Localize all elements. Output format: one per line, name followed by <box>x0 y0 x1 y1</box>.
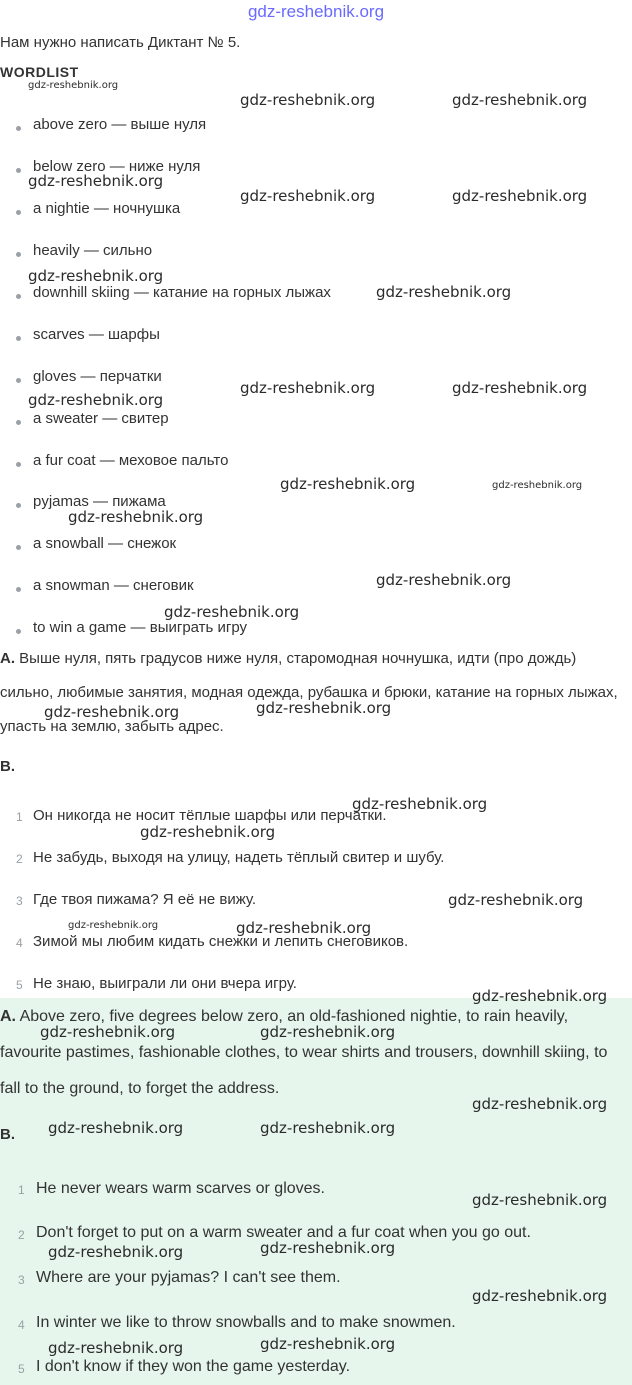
bullet-icon <box>16 420 21 425</box>
watermark: gdz-reshebnik.org <box>240 379 376 397</box>
sentence-number: 2 <box>18 1228 25 1242</box>
task-a <box>0 642 628 744</box>
task-b-sentence: Зимой мы любим кидать снежки и лепить снеговиков. <box>33 933 409 950</box>
answer-b-label: B. <box>0 1126 15 1143</box>
answer-b-sentence: Where are your pyjamas? I can't see them. <box>36 1269 341 1286</box>
task-b-label: B. <box>0 758 15 775</box>
watermark: gdz-reshebnik.org <box>40 1023 176 1041</box>
wordlist-item: above zero — выше нуля <box>33 116 207 133</box>
bullet-icon <box>16 168 21 173</box>
watermark: gdz-reshebnik.org <box>48 1243 184 1261</box>
bullet-icon <box>16 503 21 508</box>
watermark: gdz-reshebnik.org <box>236 919 372 937</box>
sentence-number: 1 <box>16 810 23 824</box>
bullet-icon <box>16 252 21 257</box>
site-header[interactable]: gdz-reshebnik.org <box>247 2 385 21</box>
watermark: gdz-reshebnik.org <box>260 1023 396 1041</box>
watermark: gdz-reshebnik.org <box>452 379 588 397</box>
watermark: gdz-reshebnik.org <box>492 480 583 491</box>
wordlist-item: gloves — перчатки <box>33 368 162 385</box>
watermark: gdz-reshebnik.org <box>28 267 164 285</box>
wordlist-item: scarves — шарфы <box>33 326 160 343</box>
bullet-icon <box>16 126 21 131</box>
wordlist-item: a snowman — снеговик <box>33 577 194 594</box>
task-a-text: Выше нуля, пять градусов ниже нуля, старомодная ночнушка, идти (про дождь) сильно, любимые занятия, модная одежда, рубашка и брюки, катание на горных лыжах, упасть на землю, забыть адрес. <box>0 650 618 735</box>
wordlist-item: downhill skiing — катание на горных лыжах <box>33 284 331 301</box>
watermark: gdz-reshebnik.org <box>260 1335 396 1353</box>
watermark: gdz-reshebnik.org <box>448 891 584 909</box>
task-b-sentence: Не забудь, выходя на улицу, надеть тёплый свитер и шубу. <box>33 849 445 866</box>
bullet-icon <box>16 629 21 634</box>
sentence-number: 5 <box>16 978 23 992</box>
watermark: gdz-reshebnik.org <box>256 699 392 717</box>
task-b-sentence: Он никогда не носит тёплые шарфы или перчатки. <box>33 807 387 824</box>
answer-a-text: Above zero, five degrees below zero, an old-fashioned nightie, to rain heavily, favourite pastimes, fashionable clothes, to wear shirts and trousers, downhill skiing, to fall to the ground, to forget the address. <box>0 1008 608 1097</box>
bullet-icon <box>16 378 21 383</box>
watermark: gdz-reshebnik.org <box>28 391 164 409</box>
watermark: gdz-reshebnik.org <box>452 187 588 205</box>
bullet-icon <box>16 462 21 467</box>
wordlist-item: a fur coat — меховое пальто <box>33 452 229 469</box>
sentence-number: 4 <box>18 1318 25 1332</box>
answer-b-sentence: In winter we like to throw snowballs and to make snowmen. <box>36 1314 456 1331</box>
wordlist-item: to win a game — выиграть игру <box>33 619 248 636</box>
sentence-number: 4 <box>16 936 23 950</box>
bullet-icon <box>16 210 21 215</box>
watermark: gdz-reshebnik.org <box>68 920 159 931</box>
wordlist-item: a nightie — ночнушка <box>33 200 181 217</box>
watermark: gdz-reshebnik.org <box>376 571 512 589</box>
wordlist-item: a snowball — снежок <box>33 535 177 552</box>
sentence-number: 3 <box>16 894 23 908</box>
bullet-icon <box>16 294 21 299</box>
watermark: gdz-reshebnik.org <box>28 80 119 91</box>
watermark: gdz-reshebnik.org <box>140 823 276 841</box>
watermark: gdz-reshebnik.org <box>48 1339 184 1357</box>
sentence-number: 3 <box>18 1273 25 1287</box>
watermark: gdz-reshebnik.org <box>260 1239 396 1257</box>
watermark: gdz-reshebnik.org <box>352 795 488 813</box>
watermark: gdz-reshebnik.org <box>240 187 376 205</box>
watermark: gdz-reshebnik.org <box>48 1119 184 1137</box>
answer-b-sentence: I don't know if they won the game yesterday. <box>36 1358 351 1375</box>
wordlist-item: heavily — сильно <box>33 242 153 259</box>
wordlist-item: below zero — ниже нуля <box>33 158 201 175</box>
wordlist-item: a sweater — свитер <box>33 410 169 427</box>
sentence-number: 1 <box>18 1183 25 1197</box>
bullet-icon <box>16 587 21 592</box>
intro-text: Нам нужно написать Диктант № 5. <box>0 34 241 51</box>
watermark: gdz-reshebnik.org <box>68 508 204 526</box>
watermark: gdz-reshebnik.org <box>44 703 180 721</box>
sentence-number: 5 <box>18 1362 25 1376</box>
task-a-label: A. <box>0 650 15 667</box>
watermark: gdz-reshebnik.org <box>376 283 512 301</box>
wordlist-title: WORDLIST <box>0 64 79 80</box>
watermark: gdz-reshebnik.org <box>472 987 608 1005</box>
answer-a-label: A. <box>0 1008 16 1025</box>
wordlist-item: pyjamas — пижама <box>33 493 166 510</box>
task-b-sentence: Где твоя пижама? Я её не вижу. <box>33 891 257 908</box>
watermark: gdz-reshebnik.org <box>28 172 164 190</box>
bullet-icon <box>16 545 21 550</box>
answer-b-sentence: He never wears warm scarves or gloves. <box>36 1180 325 1197</box>
watermark: gdz-reshebnik.org <box>280 475 416 493</box>
watermark: gdz-reshebnik.org <box>260 1119 396 1137</box>
watermark: gdz-reshebnik.org <box>472 1095 608 1113</box>
task-b-sentence: Не знаю, выиграли ли они вчера игру. <box>33 975 297 992</box>
watermark: gdz-reshebnik.org <box>164 603 300 621</box>
answer-b-sentence: Don't forget to put on a warm sweater and a fur coat when you go out. <box>36 1224 531 1241</box>
bullet-icon <box>16 336 21 341</box>
watermark: gdz-reshebnik.org <box>452 91 588 109</box>
watermark: gdz-reshebnik.org <box>472 1191 608 1209</box>
sentence-number: 2 <box>16 852 23 866</box>
answer-a <box>0 999 628 1107</box>
watermark: gdz-reshebnik.org <box>240 91 376 109</box>
watermark: gdz-reshebnik.org <box>472 1287 608 1305</box>
